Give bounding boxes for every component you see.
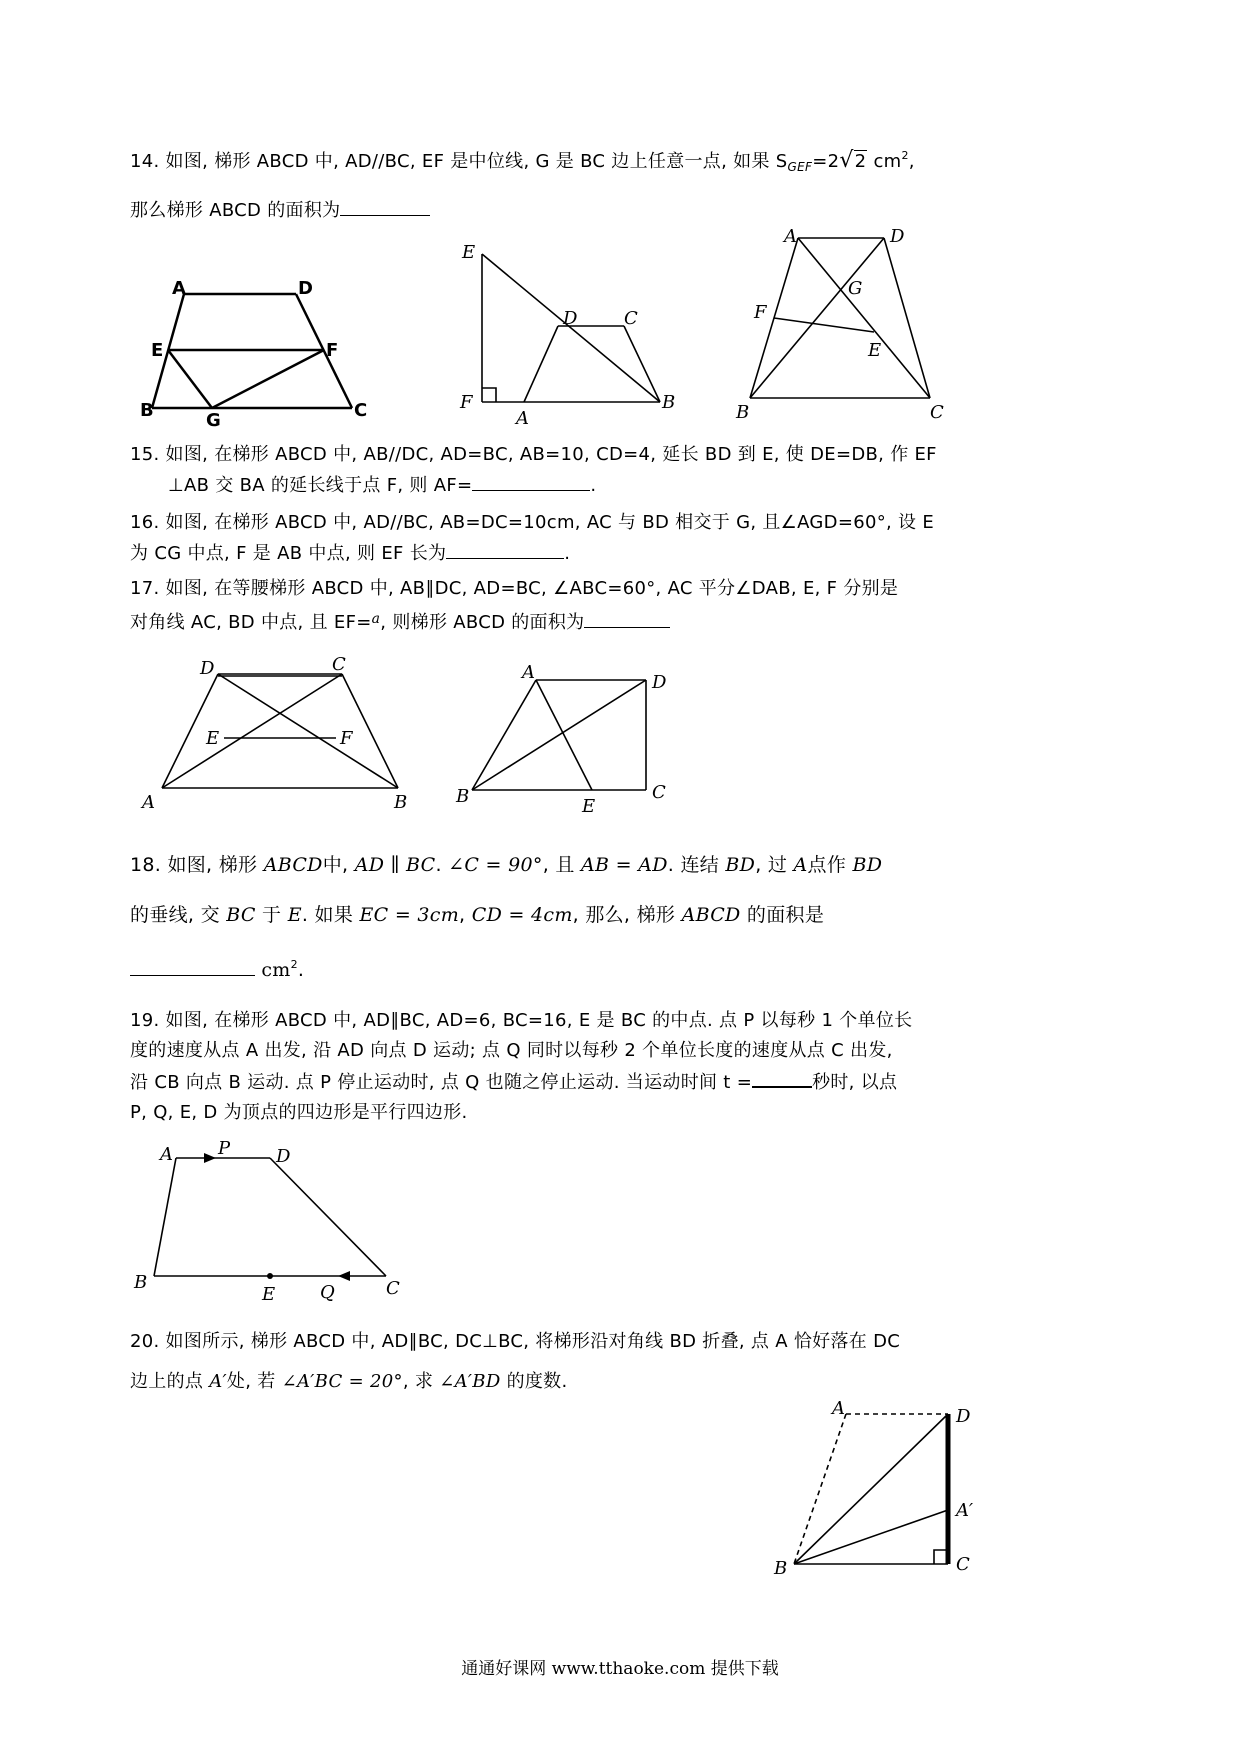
question-18-line-2: 的垂线, 交 BC 于 E. 如果 EC = 3cm, CD = 4cm, 那么, 梯形 ABCD 的面积是 — [130, 904, 825, 926]
arrow-left-icon — [338, 1271, 350, 1281]
label-B: B — [456, 786, 470, 807]
question-18 — [130, 840, 1010, 995]
label-C: C — [624, 308, 638, 329]
label-P: P — [218, 1138, 231, 1159]
label-E: E — [151, 340, 164, 361]
figure-18 — [450, 662, 680, 817]
question-19-line-2: 度的速度从点 A 出发, 沿 AD 向点 D 运动; 点 Q 同时以每秒 2 个单位长度的速度从点 C 出发, — [130, 1040, 893, 1061]
unit-superscript: 2 — [901, 149, 909, 162]
label-B: B — [774, 1558, 788, 1579]
label-B: B — [662, 392, 676, 413]
arrow-right-icon — [204, 1153, 216, 1163]
label-F: F — [754, 302, 767, 323]
label-Q: Q — [320, 1282, 335, 1303]
label-D: D — [563, 308, 578, 329]
question-16-line-1: 16. 如图, 在梯形 ABCD 中, AD//BC, AB=DC=10cm, AC 与 BD 相交于 G, 且∠AGD=60°, 设 E — [130, 512, 935, 533]
answer-blank-14[interactable] — [340, 195, 430, 216]
label-E: E — [262, 1284, 276, 1305]
figure-14-trapezoid — [140, 270, 400, 431]
label-D: D — [200, 658, 215, 679]
label-D: D — [298, 278, 313, 299]
label-D: D — [276, 1146, 291, 1167]
question-15 — [130, 440, 1010, 501]
label-E: E — [462, 242, 476, 263]
question-20-line-2: 边上的点 A′处, 若 ∠A′BC = 20°, 求 ∠A′BD 的度数. — [130, 1371, 568, 1392]
label-F: F — [340, 728, 353, 749]
label-C: C — [652, 782, 666, 803]
label-A: A — [142, 792, 155, 813]
label-G: G — [206, 410, 221, 431]
figure-20 — [766, 1400, 1006, 1600]
label-B: B — [134, 1272, 148, 1293]
label-A: A — [516, 408, 529, 429]
label-C: C — [332, 654, 346, 675]
label-D: D — [956, 1406, 971, 1427]
label-D: D — [890, 226, 905, 247]
label-B: B — [140, 400, 154, 421]
question-19 — [130, 1006, 1010, 1128]
question-16 — [130, 508, 1010, 569]
sqrt-symbol: √2 — [839, 148, 867, 173]
label-A: A — [172, 278, 186, 299]
figure-15 — [460, 242, 680, 432]
question-17 — [130, 574, 1010, 638]
area-unit: cm — [867, 151, 902, 172]
question-17-line-2: 对角线 AC, BD 中点, 且 EF=$^a$, 则梯形 ABCD 的面积为 — [130, 604, 1010, 638]
question-14-line-2: 那么梯形 ABCD 的面积为 — [130, 189, 1010, 233]
answer-blank-19[interactable] — [752, 1066, 812, 1088]
label-E: E — [582, 796, 596, 817]
label-C: C — [354, 400, 368, 421]
answer-blank-16[interactable] — [446, 538, 564, 559]
question-18-line-3: $cm^2$. — [130, 940, 1010, 995]
figure-17 — [130, 654, 420, 815]
question-20 — [130, 1322, 1010, 1402]
label-E: E — [868, 340, 882, 361]
question-17-line-1: 17. 如图, 在等腰梯形 ABCD 中, AB∥DC, AD=BC, ∠ABC=60°, AC 平分∠DAB, E, F 分别是 — [130, 578, 899, 599]
figure-16 — [732, 228, 972, 428]
answer-blank-15[interactable] — [472, 470, 590, 491]
question-16-line-2: 为 CG 中点, F 是 AB 中点, 则 EF 长为 . — [130, 538, 1010, 569]
label-A: A — [160, 1144, 173, 1165]
label-F: F — [326, 340, 339, 361]
answer-blank-17[interactable] — [584, 607, 670, 628]
question-14 — [130, 134, 1010, 233]
label-C: C — [386, 1278, 400, 1299]
question-14-line-1: 14. 如图, 梯形 ABCD 中, AD//BC, EF 是中位线, G 是 BC 边上任意一点, 如果 $S_{GEF}=2√2$ $cm^2$, — [130, 134, 1010, 189]
label-G: G — [848, 278, 863, 299]
label-A: A — [832, 1398, 845, 1419]
question-15-line-2: ⊥AB 交 BA 的延长线于点 F, 则 AF= . — [130, 470, 1010, 501]
label-C: C — [956, 1554, 970, 1575]
page-footer: 通通好课网 www.tthaoke.com 提供下载 — [461, 1659, 779, 1679]
question-14-text: 14. 如图, 梯形 ABCD 中, AD//BC, EF 是中位线, G 是 BC 边上任意一点, 如果 S — [130, 151, 788, 172]
answer-blank-18[interactable] — [130, 954, 255, 976]
label-C: C — [930, 402, 944, 423]
label-A: A — [522, 662, 535, 683]
label-F: F — [460, 392, 473, 413]
question-15-line-1: 15. 如图, 在梯形 ABCD 中, AB//DC, AD=BC, AB=10, CD=4, 延长 BD 到 E, 使 DE=DB, 作 EF — [130, 444, 937, 465]
question-19-line-3: 沿 CB 向点 B 运动. 点 P 停止运动时, 点 Q 也随之停止运动. 当运动时间 t = 秒时, 以点 — [130, 1066, 1010, 1098]
question-18-line-1: 18. 如图, 梯形 ABCD中, AD ∥ BC. ∠C = 90°, 且 AB = AD. 连结 BD, 过 A点作 BD — [130, 854, 883, 876]
label-B: B — [736, 402, 750, 423]
label-D: D — [652, 672, 667, 693]
label-B: B — [394, 792, 408, 813]
question-20-line-1: 20. 如图所示, 梯形 ABCD 中, AD∥BC, DC⊥BC, 将梯形沿对角线 BD 折叠, 点 A 恰好落在 DC — [130, 1331, 901, 1352]
question-19-line-1: 19. 如图, 在梯形 ABCD 中, AD∥BC, AD=6, BC=16, E 是 BC 的中点. 点 P 以每秒 1 个单位长 — [130, 1010, 913, 1031]
question-19-line-4: P, Q, E, D 为顶点的四边形是平行四边形. — [130, 1101, 468, 1123]
label-A: A — [784, 226, 797, 247]
area-value: =2 — [812, 151, 840, 172]
label-A-prime: A′ — [956, 1500, 974, 1521]
area-subscript: GEF — [787, 160, 813, 174]
figure-19 — [130, 1138, 410, 1318]
label-E: E — [206, 728, 220, 749]
